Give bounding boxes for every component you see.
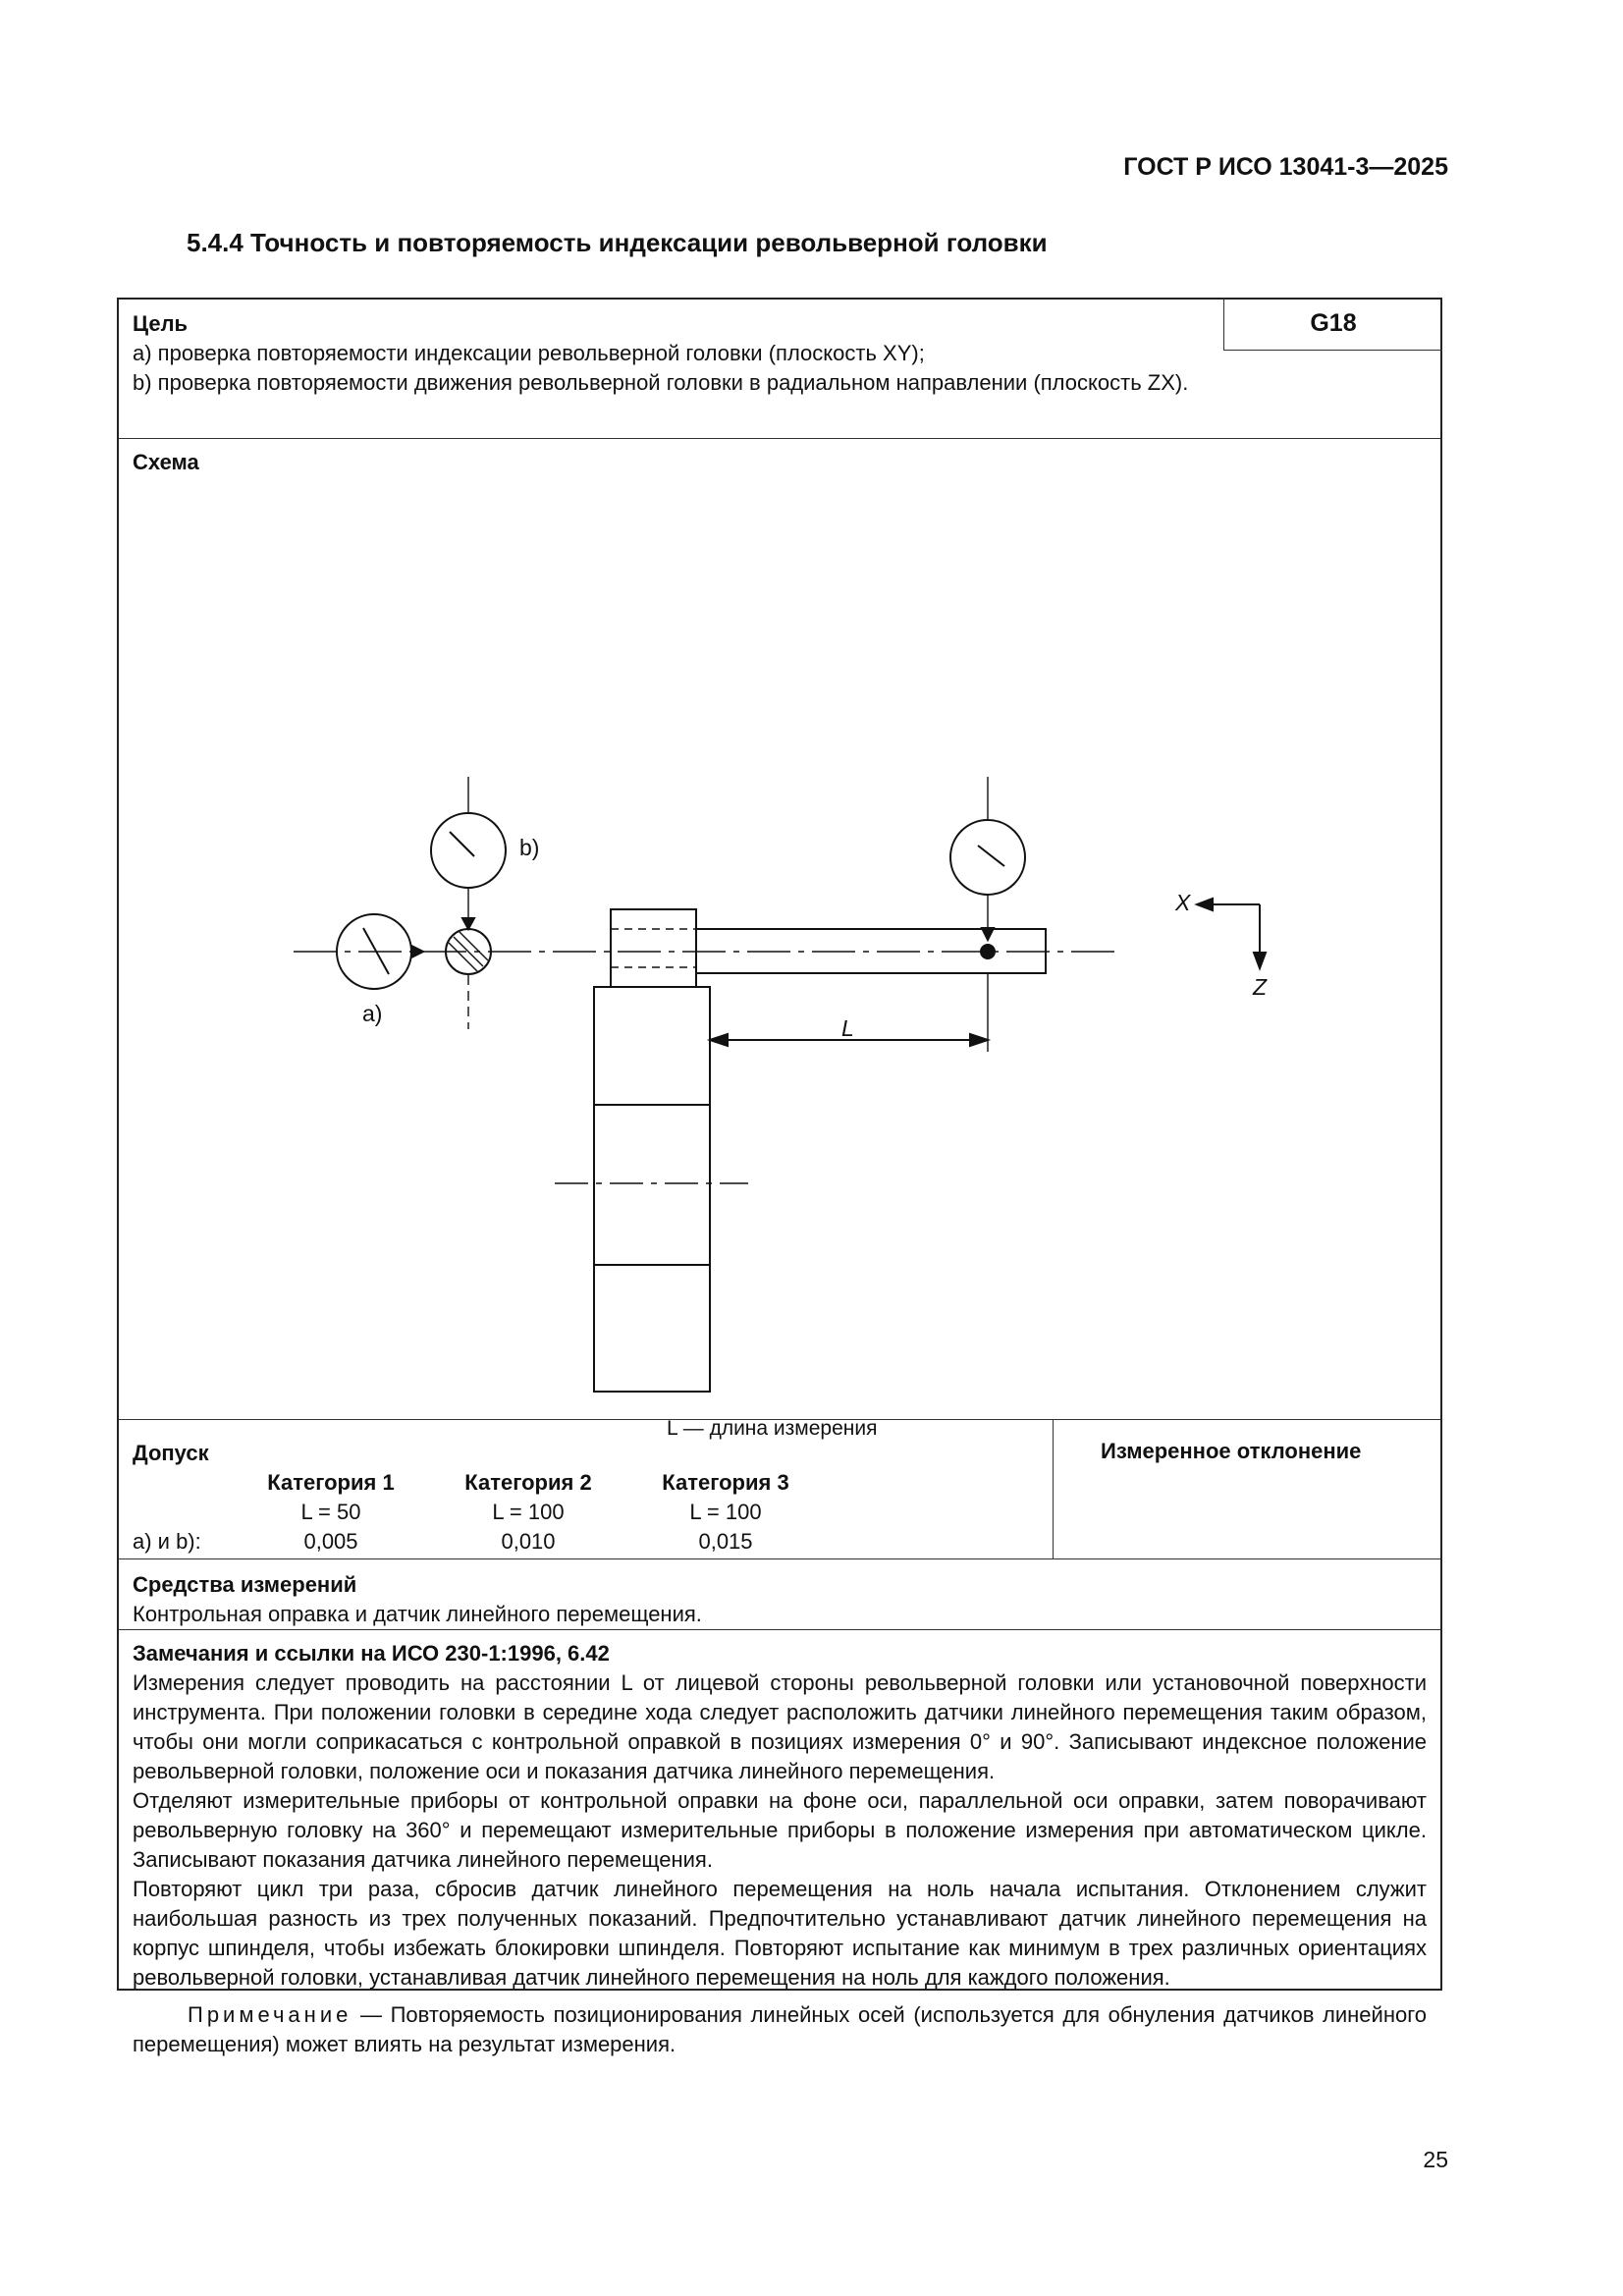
tool-holder xyxy=(611,909,696,987)
category-2: Категория 2 xyxy=(464,1470,592,1495)
purpose-b: b) проверка повторяемости движения револьверной головки в радиальном направлении (плоскость ZX). xyxy=(133,370,1189,395)
notes-block xyxy=(133,1639,1427,2059)
remark-text: — Повторяемость позиционирования линейных осей (используется для обнуления датчиков линейного перемещения) может влиять на результат измерения. xyxy=(133,2002,1427,2056)
tolerance-grid xyxy=(133,1468,824,1557)
divider xyxy=(119,1419,1440,1420)
means-text: Контрольная оправка и датчик линейного перемещения. xyxy=(133,1602,702,1626)
notes-paragraph-1: Измерения следует проводить на расстоянии L от лицевой стороны револьверной головки или установочной поверхности инструмента. При положении головки в середине хода следует расположить датчики линейного перемещения таким образом, чтобы они могли соприкасаться с контрольной оправкой в позициях измерения 0° и 90°. Записывают индексное положение револьверной головки, положение оси и показания датчика линейного перемещения. xyxy=(133,1670,1427,1783)
section-title: 5.4.4 Точность и повторяемость индексации револьверной головки xyxy=(187,228,1048,257)
length-1: L = 50 xyxy=(300,1500,361,1524)
category-1: Категория 1 xyxy=(267,1470,395,1495)
dimension-l-label: L xyxy=(841,1015,854,1041)
document-code: ГОСТ Р ИСО 13041-3—2025 xyxy=(1123,153,1448,181)
remark-label: Примечание xyxy=(188,2002,352,2027)
notes-paragraph-2: Отделяют измерительные приборы от контрольной оправки на фоне оси, параллельной оси оправки, затем поворачивают револьверную головку на 360° и перемещают измерительные приборы в положение измерения при автоматическом цикле. Записывают показания датчика линейного перемещения. xyxy=(133,1788,1427,1872)
divider xyxy=(119,1558,1440,1559)
purpose-a: a) проверка повторяемости индексации револьверной головки (плоскость XY); xyxy=(133,341,925,365)
tolerance-label: Допуск xyxy=(133,1441,209,1465)
length-2: L = 100 xyxy=(492,1500,565,1524)
tolerance-block xyxy=(133,1439,824,1557)
tolerance-row-label: a) и b): xyxy=(133,1529,201,1554)
divider xyxy=(119,1629,1440,1630)
length-3: L = 100 xyxy=(689,1500,762,1524)
notes-label: Замечания и ссылки на ИСО 230-1:1996, 6.42 xyxy=(133,1641,610,1666)
schema-caption: L — длина измерения xyxy=(667,1417,878,1440)
category-3: Категория 3 xyxy=(662,1470,789,1495)
tolerance-value-3: 0,015 xyxy=(698,1529,753,1554)
notes-paragraph-3: Повторяют цикл три раза, сбросив датчик линейного перемещения на ноль начала испытания. Отклонением служит наибольшая разность из трех полученных показаний. Предпочтительно устанавливают датчик линейного перемещения на корпус шпинделя, чтобы избежать блокировки шпинделя. Повторяют испытание как минимум в трех различных ориентациях револьверной головки, устанавливая датчик линейного перемещения на ноль для каждого положения. xyxy=(133,1877,1427,1990)
test-table xyxy=(117,298,1442,2056)
purpose-block xyxy=(133,309,1328,398)
axis-x-label: X xyxy=(1175,890,1191,915)
page-number: 25 xyxy=(1423,2147,1448,2172)
test-id: G18 xyxy=(1223,298,1442,351)
dial-a-arrow xyxy=(411,946,423,957)
dial-b-arrow xyxy=(462,918,474,929)
turret-body xyxy=(594,987,710,1392)
label-a: a) xyxy=(362,1001,383,1026)
dial-right-needle xyxy=(978,846,1004,866)
dial-gauge-right-icon xyxy=(950,820,1025,895)
measured-deviation-label: Измеренное отклонение xyxy=(1101,1439,1362,1463)
measurement-point xyxy=(981,945,995,958)
means-block xyxy=(133,1570,702,1629)
means-label: Средства измерений xyxy=(133,1572,357,1597)
schema-diagram xyxy=(119,437,1440,1440)
schema-label: Схема xyxy=(133,450,199,474)
axis-z-label: Z xyxy=(1253,974,1268,1000)
remark xyxy=(133,2000,1427,2059)
dial-b-needle xyxy=(450,832,474,856)
tolerance-value-2: 0,010 xyxy=(501,1529,556,1554)
label-b: b) xyxy=(519,835,540,860)
tolerance-value-1: 0,005 xyxy=(303,1529,358,1554)
purpose-label: Цель xyxy=(133,311,189,336)
column-divider xyxy=(1053,1419,1054,1558)
